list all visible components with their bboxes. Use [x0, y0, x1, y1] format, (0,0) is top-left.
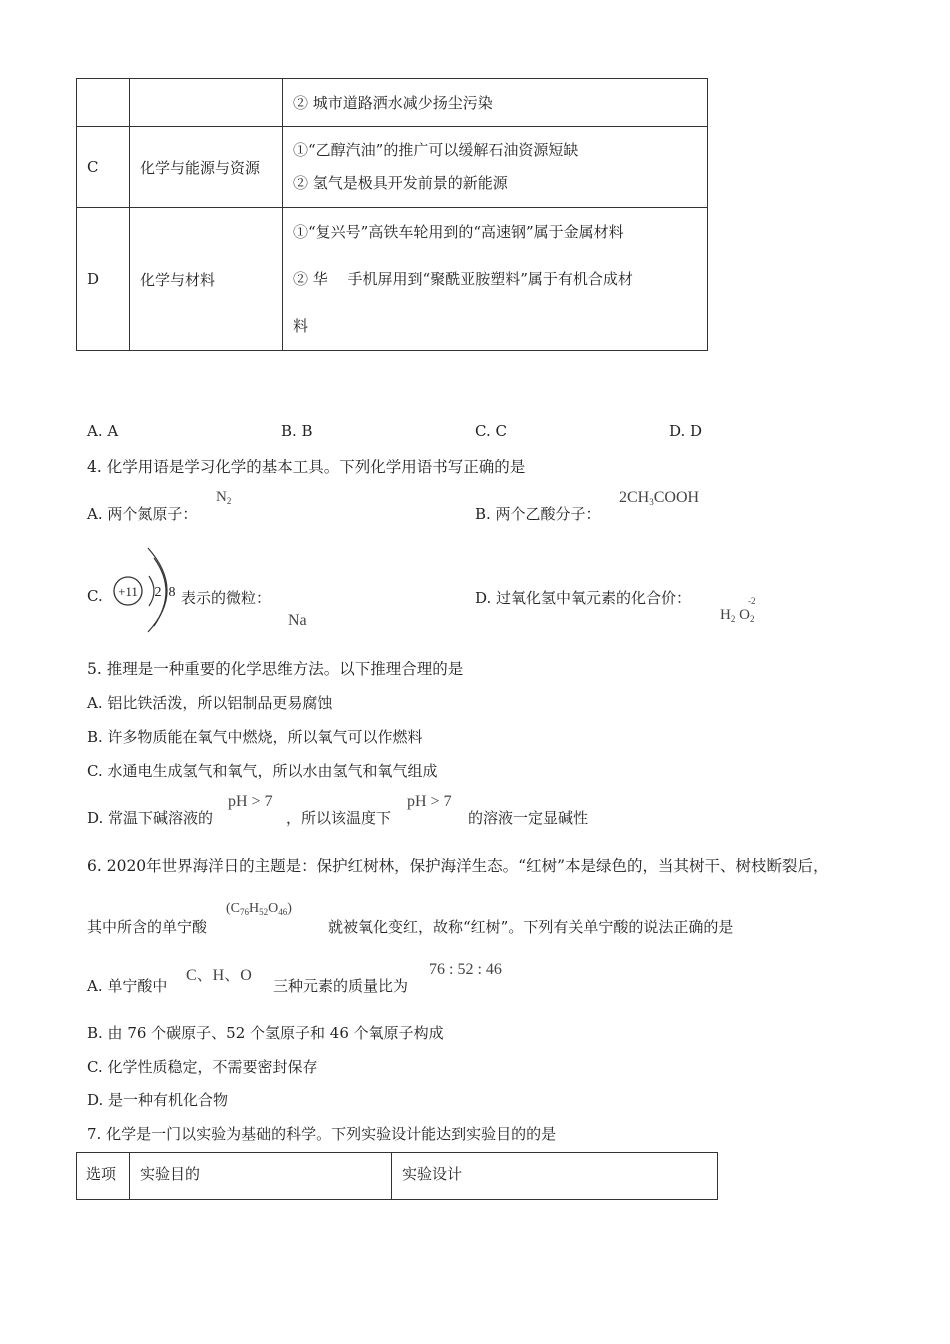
q4-option-d: D. 过氧化氢中氧元素的化合价： — [475, 589, 692, 607]
q6-option-b: B. 由 76 个碳原子、52 个氢原子和 46 个氧原子构成 — [87, 1024, 444, 1042]
q5-option-a: A. 铝比铁活泼，所以铝制品更易腐蚀 — [87, 694, 333, 712]
q6-option-c: C. 化学性质稳定，不需要密封保存 — [87, 1058, 318, 1076]
table-cell: C — [77, 127, 130, 208]
q5-option-d-post: 的溶液一定显碱性 — [468, 809, 589, 827]
q4-d-valence: -2 — [748, 596, 756, 606]
cell-line: ② 城市道路洒水减少扬尘污染 — [293, 94, 493, 112]
table-row — [77, 208, 708, 351]
q6-option-d: D. 是一种有机化合物 — [87, 1091, 229, 1109]
cell-line: 料 — [293, 316, 309, 335]
q4-option-a: A. 两个氮原子： — [87, 505, 198, 523]
q4-b-formula: $2CH_3COOH$ — [619, 489, 700, 507]
q5-stem: 5. 推理是一种重要的化学思维方法。以下推理合理的是 — [87, 660, 464, 678]
q6-formula: $(C_{76}H_{52}O_{46})$ — [226, 901, 292, 917]
q3-option-d: D. D — [669, 422, 703, 440]
table-cell — [77, 79, 130, 127]
cell-line: ①“乙醇汽油”的推广可以缓解石油资源短缺 — [293, 141, 579, 159]
q4-option-c-label: C. — [87, 587, 103, 605]
header-option: 选项 — [77, 1153, 130, 1200]
q5-option-b: B. 许多物质能在氧气中燃烧，所以氧气可以作燃料 — [87, 728, 423, 746]
atom-structure-diagram — [104, 546, 184, 634]
q3-option-c: C. C — [475, 422, 507, 440]
table-cell: D — [77, 208, 130, 351]
electron-shell-1 — [149, 576, 154, 606]
table-cell: 化学与能源与资源 — [130, 127, 283, 208]
q4-d-formula: $H_2$ $O_2$ — [720, 607, 755, 624]
table-cell — [283, 208, 708, 351]
q6-stem-line2-pre: 其中所含的单宁酸 — [87, 918, 208, 936]
q7-stem: 7. 化学是一门以实验为基础的科学。下列实验设计能达到实验目的的是 — [87, 1125, 557, 1143]
q6-option-a-pre: A. 单宁酸中 — [87, 977, 168, 995]
cell-line: ② 华 手机屏用到“聚酰亚胺塑料”属于有机合成材 — [293, 269, 633, 288]
table-row — [77, 127, 708, 208]
q4-a-formula: $N_2$ — [216, 489, 232, 506]
table-cell — [283, 79, 708, 127]
table-header-row — [77, 1153, 718, 1200]
q4-stem: 4. 化学用语是学习化学的基本工具。下列化学用语书写正确的是 — [87, 458, 526, 476]
q6-option-a-mid: 三种元素的质量比为 — [273, 977, 409, 995]
q5-option-d-pre: D. 常温下碱溶液的 — [87, 809, 214, 827]
q3-option-a: A. A — [87, 422, 119, 440]
option-table — [76, 78, 708, 351]
q4-option-c-text: 表示的微粒： — [181, 589, 272, 607]
q5-option-d-mid: ，所以该温度下 — [286, 809, 392, 827]
q6-stem-line1: 6. 2020年世界海洋日的主题是：保护红树林，保护海洋生态。“红树”本是绿色的，当其树干、树枝断裂后， — [87, 857, 829, 875]
table-cell — [130, 79, 283, 127]
q4-option-b: B. 两个乙酸分子： — [475, 505, 601, 523]
header-design: 实验设计 — [392, 1153, 718, 1200]
q5-ph2: pH > 7 — [407, 793, 452, 810]
q3-option-b: B. B — [281, 422, 313, 440]
shell2-electrons: 8 — [168, 585, 176, 600]
table-cell: 化学与材料 — [130, 208, 283, 351]
q6-stem-line2-post: 就被氧化变红，故称“红树”。下列有关单宁酸的说法正确的是 — [328, 918, 734, 936]
header-purpose: 实验目的 — [130, 1153, 392, 1200]
q6-elements: C、H、O — [186, 967, 252, 984]
q4-c-answer: Na — [288, 612, 307, 629]
table-cell — [283, 127, 708, 208]
cell-line: ①“复兴号”高铁车轮用到的“高速钢”属于金属材料 — [293, 222, 624, 241]
q6-ratio: 76 : 52 : 46 — [429, 961, 502, 978]
experiment-table — [76, 1152, 718, 1200]
q5-option-c: C. 水通电生成氢气和氧气，所以水由氢气和氧气组成 — [87, 762, 438, 780]
table-row — [77, 79, 708, 127]
shell1-electrons: 2 — [154, 585, 162, 600]
q5-ph1: pH > 7 — [228, 793, 273, 810]
cell-line: ② 氢气是极具开发前景的新能源 — [293, 174, 508, 192]
nucleus-charge: +11 — [118, 584, 138, 599]
